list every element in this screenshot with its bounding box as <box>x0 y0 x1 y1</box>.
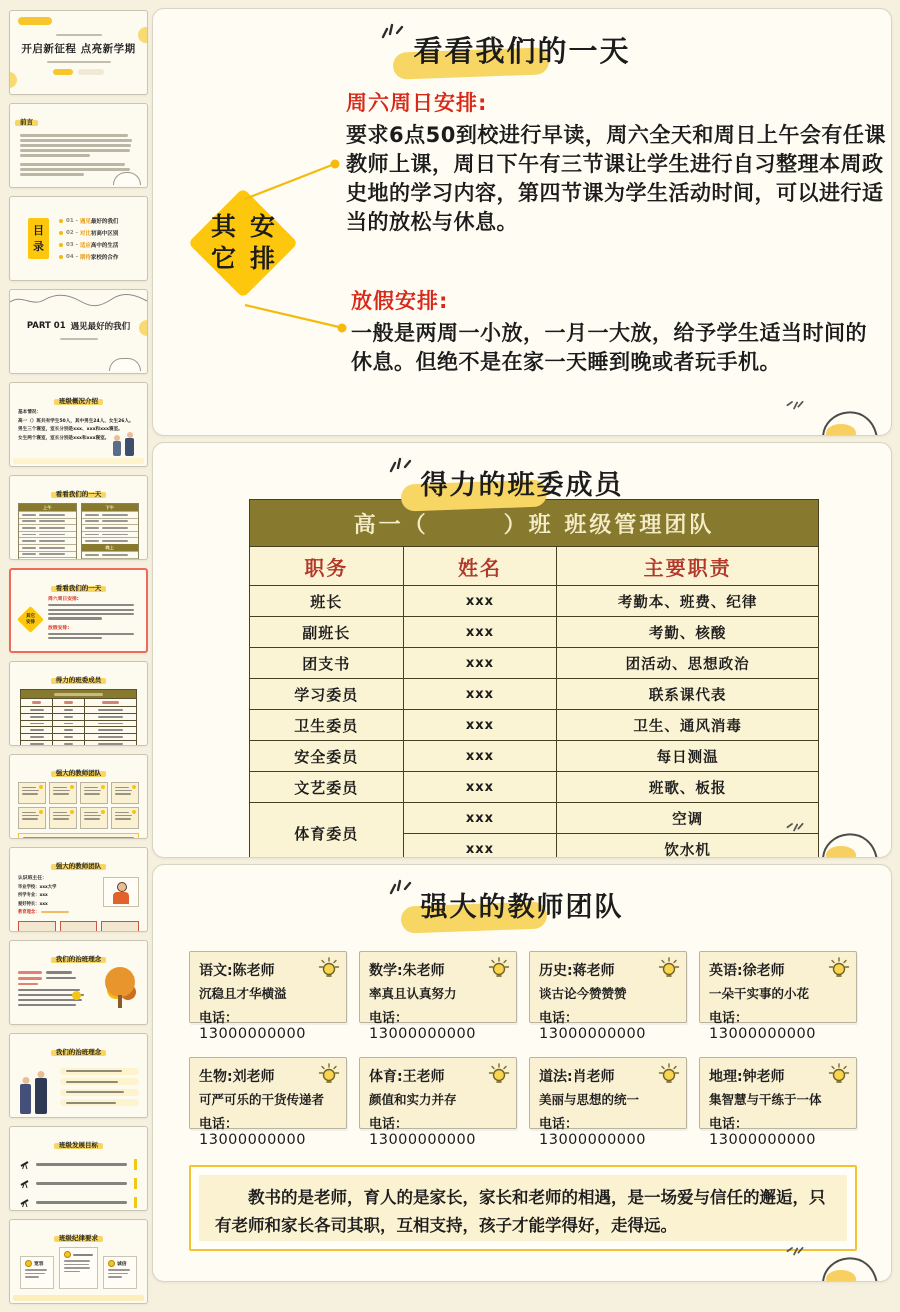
text-placeholder <box>102 520 128 522</box>
text-placeholder <box>39 553 65 555</box>
text-placeholder <box>18 977 42 980</box>
text-placeholder <box>66 1070 122 1072</box>
slide-thumbnail-8[interactable]: 得力的班委成员 <box>9 661 148 746</box>
slide2-title: 得力的班委成员 <box>420 470 624 501</box>
slide-thumbnail-13[interactable]: 班级发展目标 <box>9 1126 148 1211</box>
tick-marks-icon <box>379 19 405 41</box>
cell-duty: 空调 <box>557 803 819 834</box>
text-placeholder <box>64 1267 90 1269</box>
table-row <box>250 648 819 679</box>
text-placeholder <box>48 613 134 615</box>
text-placeholder <box>30 723 44 725</box>
text-placeholder <box>30 736 44 738</box>
text-placeholder <box>20 134 128 137</box>
text-placeholder <box>22 540 36 542</box>
cell-name: xxx <box>403 803 557 834</box>
text-placeholder <box>64 1260 90 1262</box>
text-placeholder <box>39 520 65 522</box>
lightbulb-icon <box>487 956 511 980</box>
text-placeholder <box>64 736 73 738</box>
rule-card: 宽容 <box>20 1256 54 1289</box>
cell-role: 文艺委员 <box>250 772 404 803</box>
holiday-body: 一般是两周一小放，一月一大放，给予学生适当时间的休息。但绝不是在家一天睡到晚或者玩手机。 <box>351 321 867 374</box>
weekend-body: 要求6点50到校进行早读，周六全天和周日上午会有任课教师上课，周日下午有三节课让学生进行自习整理本周政史地的学习内容，第四节课为学生活动时间，可以进行适当的放松与休息。 <box>346 123 886 234</box>
text-placeholder <box>64 723 73 725</box>
cell-role: 卫生委员 <box>250 710 404 741</box>
cell-duty: 联系课代表 <box>557 679 819 710</box>
diamond-line1: 其它 <box>210 211 236 273</box>
cell-role: 副班长 <box>250 617 404 648</box>
text-placeholder <box>22 520 36 522</box>
slide-thumbnail-11[interactable]: 我们的治班理念 <box>9 940 148 1025</box>
text-placeholder <box>47 61 111 63</box>
text-placeholder <box>60 338 98 340</box>
text-placeholder <box>25 1273 45 1275</box>
text-placeholder <box>64 729 73 731</box>
teacher-phone: 电话：13000000000 <box>709 1011 816 1042</box>
text-placeholder <box>64 1271 80 1273</box>
text-placeholder <box>66 1091 124 1093</box>
rule-card <box>59 1247 98 1289</box>
teacher-card <box>529 1057 687 1148</box>
text-placeholder <box>22 818 38 820</box>
weekend-section <box>346 87 892 237</box>
text-placeholder <box>46 977 76 979</box>
committee-table <box>249 499 819 858</box>
text-placeholder <box>85 534 99 536</box>
text-placeholder <box>18 989 80 991</box>
teacher-card <box>699 1057 857 1148</box>
text-placeholder <box>22 514 36 516</box>
text-placeholder <box>64 716 73 718</box>
slide-thumbnail-5[interactable]: 班级概况介绍 基本情况： 高一（）班共有学生50人，其中男生24人、女生26人。 男生三个寝室，室长分别是xxx、xxx和xxx寝室。 女生两个寝室，室长分别是xxx和xxx寝室。 <box>9 382 148 467</box>
lightbulb-icon <box>827 956 851 980</box>
tree-illustration <box>101 967 139 1011</box>
teacher-desc: 率真且认真努力 <box>369 986 457 1001</box>
cell-name: xxx <box>403 710 557 741</box>
telescope-icon <box>20 1160 30 1170</box>
cell-name: xxx <box>403 648 557 679</box>
teacher-subject-name: 历史:蒋老师 <box>539 963 615 979</box>
text-placeholder <box>56 34 102 36</box>
text-placeholder <box>115 790 132 792</box>
toc-item: 03 - 适应 高中的生活 <box>59 241 118 249</box>
diamond-line2: 安排 <box>249 211 275 273</box>
telescope-icon <box>20 1179 30 1189</box>
text-placeholder <box>102 514 128 516</box>
text-placeholder <box>39 540 65 542</box>
text-placeholder <box>20 163 125 166</box>
column-header: 主要职责 <box>557 547 819 586</box>
text-placeholder <box>20 149 130 152</box>
text-placeholder <box>53 790 70 792</box>
text-placeholder <box>98 736 123 738</box>
teacher-desc: 谈古论今赞赞赞 <box>539 986 627 1001</box>
cell-duty: 班歌、板报 <box>557 772 819 803</box>
text-placeholder <box>30 729 44 731</box>
text-placeholder <box>84 787 98 789</box>
text-placeholder <box>98 743 123 745</box>
text-placeholder <box>25 1269 47 1271</box>
cell-duty: 考勤本、班费、纪律 <box>557 586 819 617</box>
teacher-desc: 美丽与思想的统一 <box>539 1092 640 1107</box>
mini-teacher-card <box>80 782 108 804</box>
teacher-subject-name: 英语:徐老师 <box>709 963 785 979</box>
teacher-card <box>529 951 687 1042</box>
text-placeholder <box>39 534 65 536</box>
text-placeholder <box>115 812 129 814</box>
tick-marks-icon <box>387 453 413 475</box>
text-placeholder <box>85 540 99 542</box>
slide-thumbnail-12[interactable]: 我们的治班理念 <box>9 1033 148 1118</box>
mini-teacher-card <box>80 807 108 829</box>
text-placeholder <box>84 815 101 817</box>
lightbulb-icon <box>487 1062 511 1086</box>
text-placeholder <box>98 709 123 711</box>
slide-preview-day <box>152 8 892 436</box>
text-placeholder <box>22 815 39 817</box>
text-placeholder <box>20 173 84 176</box>
table-row <box>250 617 819 648</box>
text-placeholder <box>30 716 44 718</box>
table-row <box>250 710 819 741</box>
mini-teacher-card <box>18 782 46 804</box>
slide-thumbnail-2[interactable]: 前言 <box>9 103 148 188</box>
mini-teacher-card <box>18 807 46 829</box>
egg-doodle-icon <box>807 818 887 858</box>
egg-doodle-icon <box>807 396 887 436</box>
text-placeholder <box>22 527 36 529</box>
text-placeholder <box>46 971 72 973</box>
cell-role: 安全委员 <box>250 741 404 772</box>
mini-teacher-card <box>111 807 139 829</box>
text-placeholder <box>20 168 130 171</box>
text-placeholder <box>108 1273 128 1275</box>
teacher-phone: 电话：13000000000 <box>709 1117 816 1148</box>
text-placeholder <box>39 547 65 549</box>
teacher-subject-name: 生物:刘老师 <box>199 1069 275 1085</box>
text-placeholder <box>64 1264 89 1266</box>
text-placeholder <box>22 790 39 792</box>
text-placeholder <box>84 793 100 795</box>
rule-card: 诚信 <box>103 1256 137 1289</box>
teacher-subject-name: 语文:陈老师 <box>199 963 275 979</box>
text-placeholder <box>115 787 129 789</box>
text-placeholder <box>64 701 73 704</box>
slide1-title: 看看我们的一天 <box>413 34 631 68</box>
holiday-section <box>351 285 876 377</box>
cell-role: 学习委员 <box>250 679 404 710</box>
student-figures <box>18 1062 52 1114</box>
text-placeholder <box>36 1163 127 1165</box>
text-placeholder <box>84 818 100 820</box>
text-placeholder <box>85 514 99 516</box>
student-figure <box>125 438 134 456</box>
text-placeholder <box>39 527 65 529</box>
text-placeholder <box>53 793 69 795</box>
teacher-card <box>189 1057 347 1148</box>
teacher-subject-name: 数学:朱老师 <box>369 963 445 979</box>
cell-duty: 团活动、思想政治 <box>557 648 819 679</box>
teacher-card <box>699 951 857 1042</box>
table-row <box>250 741 819 772</box>
quote-box <box>189 1165 857 1251</box>
text-placeholder <box>39 514 65 516</box>
teacher-phone: 电话：13000000000 <box>539 1117 646 1148</box>
text-placeholder <box>102 527 128 529</box>
telescope-icon <box>20 1198 30 1208</box>
table-row <box>250 586 819 617</box>
slide-thumbnail-1[interactable]: 开启新征程 点亮新学期 <box>9 10 148 95</box>
text-placeholder <box>48 633 134 635</box>
slide-thumbnail-14[interactable]: 班级纪律要求 宽容 诚信 <box>9 1219 148 1304</box>
teacher-phone: 电话：13000000000 <box>369 1011 476 1042</box>
text-placeholder <box>102 701 120 704</box>
tick-marks-icon <box>783 395 806 416</box>
table-title-row: 高一（ ）班 班级管理团队 <box>250 500 819 547</box>
quote-text: 教书的是老师，育人的是家长，家长和老师的相遇，是一场爱与信任的邂逅，只有老师和家长各司其职，互相支持，孩子才能学得好，走得远。 <box>199 1175 847 1241</box>
column-header: 职务 <box>250 547 404 586</box>
teacher-desc: 可严可乐的干货传递者 <box>199 1092 325 1107</box>
text-placeholder <box>53 818 69 820</box>
text-placeholder <box>18 971 42 974</box>
cell-duty: 每日测温 <box>557 741 819 772</box>
slide1-title-row <box>153 29 891 70</box>
lightbulb-icon <box>317 1062 341 1086</box>
teacher-phone: 电话：13000000000 <box>199 1011 306 1042</box>
cell-name: xxx <box>403 586 557 617</box>
teacher-card <box>359 951 517 1042</box>
mini-teacher-card <box>49 807 77 829</box>
mini-teacher-card <box>111 782 139 804</box>
text-placeholder <box>115 818 131 820</box>
text-placeholder <box>66 1102 116 1104</box>
text-placeholder <box>22 534 36 536</box>
slide-thumbnail-3[interactable] <box>9 196 148 281</box>
text-placeholder <box>64 743 73 745</box>
slide-preview-teachers <box>152 864 892 1282</box>
text-placeholder <box>32 701 41 704</box>
other-arrangement-diamond <box>188 188 298 298</box>
text-placeholder <box>115 815 132 817</box>
cell-duty: 饮水机 <box>557 834 819 859</box>
text-placeholder <box>102 540 128 542</box>
text-placeholder <box>22 793 38 795</box>
text-placeholder <box>85 520 99 522</box>
slide-thumbnail-list <box>9 10 148 1312</box>
column-header: 姓名 <box>403 547 557 586</box>
text-placeholder <box>20 144 131 147</box>
teacher-phone: 电话：13000000000 <box>199 1117 306 1148</box>
text-placeholder <box>22 812 36 814</box>
slide-thumbnail-7[interactable]: 看看我们的一天 其它 安排 周六周日安排: 放假安排: <box>9 568 148 653</box>
text-placeholder <box>85 527 99 529</box>
cell-duty: 卫生、通风消毒 <box>557 710 819 741</box>
text-placeholder <box>30 709 44 711</box>
teacher-phone: 电话：13000000000 <box>369 1117 476 1148</box>
holiday-heading: 放假安排: <box>351 289 449 313</box>
text-placeholder <box>48 609 134 611</box>
text-placeholder <box>98 723 123 725</box>
text-placeholder <box>84 812 98 814</box>
slide-thumbnail-10[interactable]: 强大的教师团队 认识班主任： 毕业学校：xxx大学 所学专业：xxx 爱好特长：xxx 教育理念： <box>9 847 148 932</box>
text-placeholder <box>73 1254 93 1256</box>
cell-name: xxx <box>403 772 557 803</box>
text-placeholder <box>20 154 90 157</box>
teacher-subject-name: 地理:钟老师 <box>709 1069 785 1085</box>
table-row <box>250 772 819 803</box>
text-placeholder <box>102 554 128 556</box>
lightbulb-icon <box>827 1062 851 1086</box>
text-placeholder <box>53 787 67 789</box>
text-placeholder <box>22 553 36 555</box>
text-placeholder <box>25 1276 39 1278</box>
table-header-row <box>250 547 819 586</box>
slide-thumbnail-4[interactable]: PART 01 遇见最好的我们 <box>9 289 148 374</box>
text-placeholder <box>20 139 132 142</box>
text-placeholder <box>108 1276 122 1278</box>
text-placeholder <box>98 729 123 731</box>
text-placeholder <box>36 1182 127 1184</box>
text-placeholder <box>53 812 67 814</box>
teacher-desc: 沉稳且才华横溢 <box>199 986 287 1001</box>
slide3-title: 强大的教师团队 <box>420 892 624 923</box>
text-placeholder <box>41 911 69 913</box>
slide-thumbnail-6[interactable]: 看看我们的一天 上午 下午 晚上 <box>9 475 148 560</box>
text-placeholder <box>48 604 134 606</box>
student-figure <box>113 441 121 456</box>
text-placeholder <box>108 1269 130 1271</box>
head-teacher-figure <box>103 877 139 907</box>
text-placeholder <box>48 617 102 619</box>
teacher-desc: 集智慧与干练于一体 <box>709 1092 822 1107</box>
text-placeholder <box>23 837 135 839</box>
mini-diamond: 其它 安排 <box>17 606 44 633</box>
text-placeholder <box>84 790 101 792</box>
text-placeholder <box>54 693 102 696</box>
text-placeholder <box>53 815 70 817</box>
teacher-card <box>359 1057 517 1148</box>
cell-role: 团支书 <box>250 648 404 679</box>
lightbulb-icon <box>317 956 341 980</box>
text-placeholder <box>18 999 82 1001</box>
text-placeholder <box>36 1201 127 1203</box>
egg-doodle-icon <box>807 1242 887 1282</box>
teacher-desc: 颜值和实力并存 <box>369 1092 457 1107</box>
text-placeholder <box>98 716 123 718</box>
text-placeholder <box>85 554 99 556</box>
slide-thumbnail-9[interactable]: 强大的教师团队 <box>9 754 148 839</box>
teacher-subject-name: 道法:肖老师 <box>539 1069 615 1085</box>
lightbulb-icon <box>657 956 681 980</box>
cell-duty: 考勤、核酸 <box>557 617 819 648</box>
text-placeholder <box>66 1081 118 1083</box>
tick-marks-icon <box>387 875 413 897</box>
cell-name: xxx <box>403 679 557 710</box>
cell-name: xxx <box>403 741 557 772</box>
text-placeholder <box>30 743 44 745</box>
toc-item: 01 - 遇见 最好的我们 <box>59 217 118 225</box>
text-placeholder <box>22 547 36 549</box>
toc-item: 02 - 对比 初高中区别 <box>59 229 118 237</box>
teacher-subject-name: 体育:王老师 <box>369 1069 445 1085</box>
text-placeholder <box>22 787 36 789</box>
mini-teacher-card <box>49 782 77 804</box>
lightbulb-icon <box>657 1062 681 1086</box>
toc-item: 04 - 期待 家校的合作 <box>59 253 118 261</box>
cell-role: 体育委员 <box>250 803 404 859</box>
table-row <box>250 679 819 710</box>
cell-role: 班长 <box>250 586 404 617</box>
certificates <box>10 918 147 932</box>
text-placeholder <box>115 793 131 795</box>
text-placeholder <box>18 1004 76 1006</box>
cell-name: xxx <box>403 617 557 648</box>
cell-name: xxx <box>403 834 557 859</box>
slide-preview-committee <box>152 442 892 858</box>
text-placeholder <box>102 534 128 536</box>
weekend-heading: 周六周日安排: <box>346 91 488 115</box>
teacher-desc: 一朵干实事的小花 <box>709 986 810 1001</box>
text-placeholder <box>18 983 38 986</box>
text-placeholder <box>64 709 73 711</box>
text-placeholder <box>48 637 102 639</box>
teacher-card <box>189 951 347 1042</box>
teacher-phone: 电话：13000000000 <box>539 1011 646 1042</box>
table-row <box>250 803 819 834</box>
teacher-card-grid <box>189 951 857 1148</box>
toc-box: 目 录 <box>28 218 49 260</box>
